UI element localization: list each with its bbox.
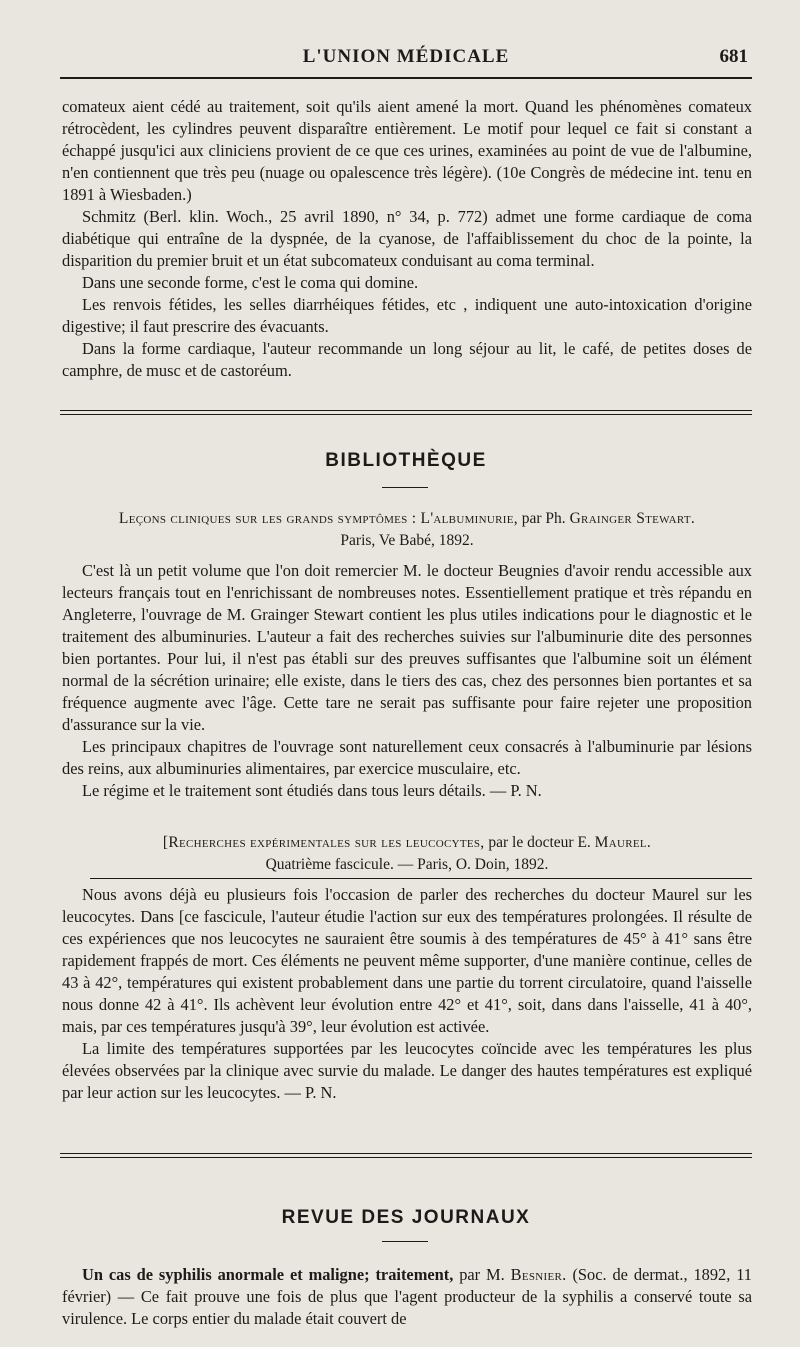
book1-review [62, 560, 752, 802]
article-text: (Soc. de dermat., 1892, 11 février) — Ce fait prouve une fois de plus que l'agent producteur de la syphilis a conservé toute sa virulence. Le corps entier du malade était couvert de [62, 1265, 752, 1328]
book2-author: Maurel. [594, 834, 652, 851]
page-number: 681 [719, 46, 748, 67]
article-author: Besnier. [510, 1265, 567, 1284]
book1-paragraph-1: C'est là un petit volume que l'on doit remercier M. le docteur Beugnies d'avoir rendu accessible aux lecteurs français tout en l'enrichissant de nombreuses notes. Essentiellement pratique et très répandu en Angleterre, l'ouvrage de M. Grainger Stewart contient les plus utiles indications pour le diagnostic et le traitement des albuminuries. L'auteur a fait des recherches suivies sur l'albuminurie dite des personnes bien portantes. Pour lui, il n'est pas établi sur des preuves suffisantes que l'albumine soit un élément normal de la sécrétion urinaire; elle existe, dans le tiers des cas, chez des personnes bien portantes et sa fréquence augmente avec l'âge. Cette tare ne serait pas suffisante pour faire rejeter une proposition d'assurance sur la vie. [62, 561, 752, 734]
book1-title: Leçons cliniques sur les grands symptômes : L'albuminurie, [118, 510, 518, 527]
book1-publication: Paris, Ve Babé, 1892. [340, 532, 474, 549]
book2-heading [62, 832, 752, 876]
book1-heading [62, 508, 752, 552]
book1-paragraph-3: Le régime et le traitement sont étudiés dans tous leurs détails. — P. N. [82, 781, 542, 800]
article-by: par M. [459, 1265, 505, 1284]
book2-title: [Recherches expérimentales sur les leucocytes, [162, 834, 485, 851]
journal-title: L'UNION MÉDICALE [302, 46, 510, 67]
book1-paragraph-2: Les principaux chapitres de l'ouvrage sont naturellement ceux consacrés à l'albuminurie par lésions des reins, aux albuminuries alimentaires, par exercice musculaire, etc. [62, 737, 752, 778]
running-header [60, 44, 752, 74]
heading-underline [382, 487, 428, 488]
book2-review [62, 884, 752, 1104]
book2-paragraph-1: Nous avons déjà eu plusieurs fois l'occasion de parler des recherches du docteur Maurel sur les leucocytes. Dans [ce fascicule, l'auteur étudie l'action sur eux des températures prolongées. Il résulte de ces expériences que nos leucocytes ne sauraient être soumis à des températures de 45° à 41° sans être rapidement frappés de mort. Ces éléments ne peuvent même supporter, d'une manière continue, celles de 43 à 42°, températures qui existent probablement dans une partie du torrent circulatoire, quand l'aisselle nous donne 42 à 41°. Ils achèvent leur évolution entre 42° et 41°, soit, dans dans l'aisselle, 41 à 40°, mais, par ces températures jusqu'à 39°, leur évolution est activée. [62, 885, 752, 1036]
book2-rule [90, 878, 752, 879]
revue-underline [382, 1241, 428, 1242]
revue-heading: REVUE DES JOURNAUX [281, 1207, 531, 1228]
book1-author: Grainger Stewart. [569, 510, 696, 527]
book2-by: par le docteur E. [488, 834, 591, 851]
intro-paragraph-3: Dans une seconde forme, c'est le coma qui domine. [82, 273, 419, 292]
intro-paragraph-5: Dans la forme cardiaque, l'auteur recommande un long séjour au lit, le café, de petites doses de camphre, de musc et de castoréum. [62, 339, 752, 380]
book2-publication: Quatrième fascicule. — Paris, O. Doin, 1892. [265, 856, 549, 873]
revue-article-paragraph [62, 1264, 752, 1330]
section-divider-2-bottom [60, 1157, 752, 1158]
revue-article [62, 1264, 752, 1330]
article-title: Un cas de syphilis anormale et maligne; traitement, [82, 1265, 454, 1284]
book2-paragraph-2: La limite des températures supportées par les leucocytes coïncide avec les températures les plus élevées observées par la clinique avec survie du malade. Le danger des hautes températures est expliqué par leur action sur les leucocytes. — P. N. [62, 1039, 752, 1102]
section-divider-2-top [60, 1153, 752, 1154]
section-divider-top [60, 410, 752, 411]
schmitz-citation: Schmitz (Berl. klin. Woch., 25 avril 1890, n° 34, p. 772) admet une forme cardiaque de coma diabétique qui entraîne de la dyspnée, de la cyanose, de l'affaiblissement du choc de la pointe, la disparition du premier bruit et un état subcomateux conduisant au coma terminal. [62, 207, 752, 270]
bibliotheque-heading: BIBLIOTHÈQUE [325, 450, 487, 471]
intro-paragraph-1: comateux aient cédé au traitement, soit qu'ils aient amené la mort. Quand les phénomènes comateux rétrocèdent, les cylindres peuvent disparaître entièrement. Le motif pour lequel ce fait si constant a échappé jusqu'ici aux cliniciens provient de ce que ces urines, examinées au point de vue de l'albumine, n'en contiennent que très peu (nuage ou opalescence très légère). (10e Congrès de médecine int. tenu en 1891 à Wiesbaden.) [62, 97, 752, 204]
intro-paragraph-4: Les renvois fétides, les selles diarrhéiques fétides, etc , indiquent une auto-intoxication d'origine digestive; il faut prescrire des évacuants. [62, 295, 752, 336]
section-divider-bottom [60, 414, 752, 415]
intro-section [62, 96, 752, 382]
intro-paragraph-2 [62, 206, 752, 272]
header-rule [60, 77, 752, 79]
book1-by: par Ph. [521, 510, 566, 527]
